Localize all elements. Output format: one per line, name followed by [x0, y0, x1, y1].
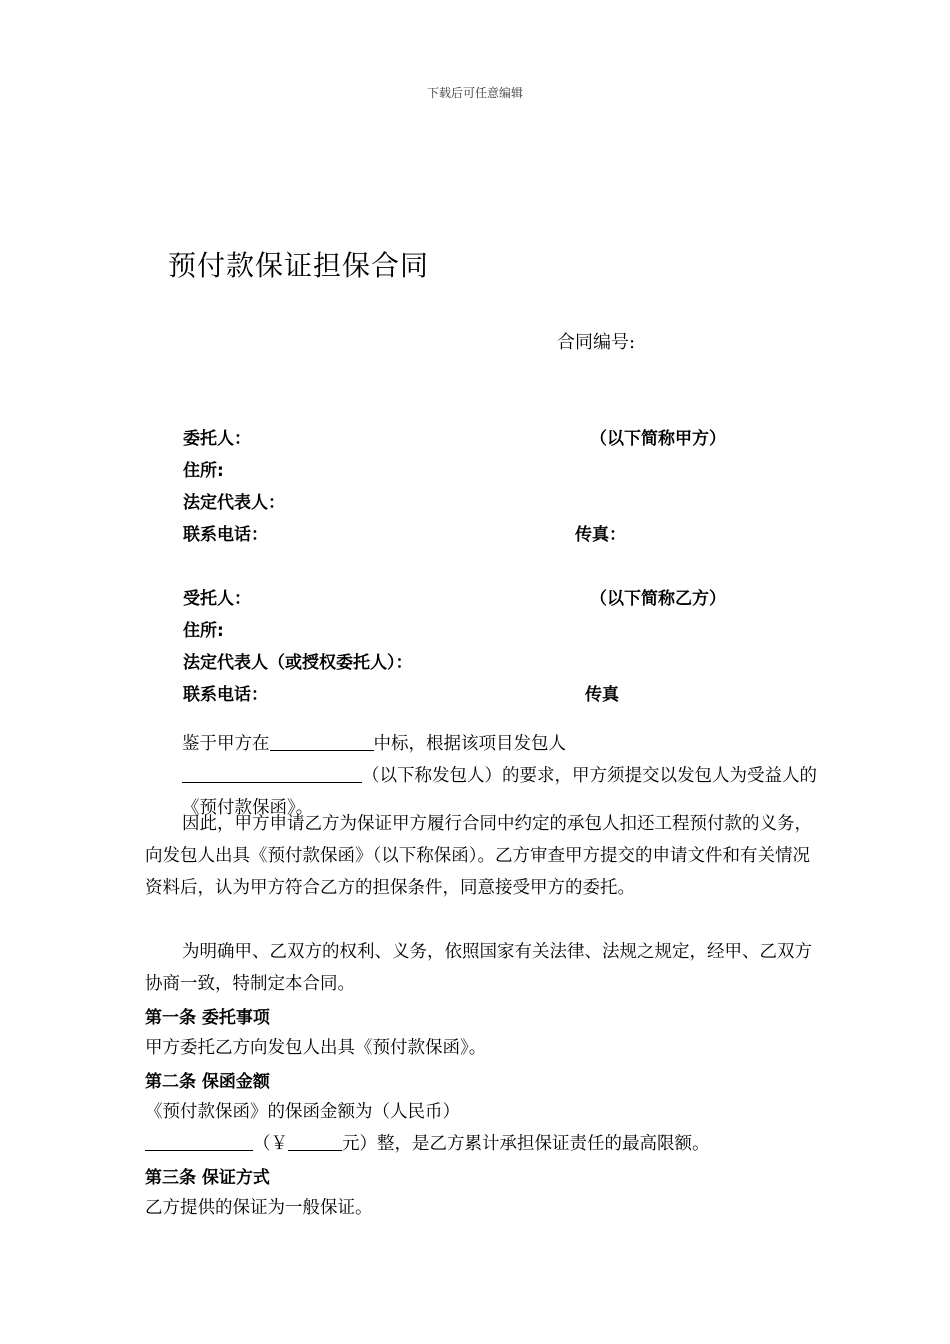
party-a-fax-label: 传真： — [575, 525, 626, 545]
amount-figures-blank — [288, 1132, 342, 1151]
project-name-blank — [270, 732, 374, 751]
article-2-heading: 第二条 保函金额 — [145, 1072, 270, 1092]
contract-number-label: 合同编号: — [557, 332, 636, 353]
party-a-rep-label: 法定代表人： — [183, 493, 285, 513]
document-title: 预付款保证担保合同 — [168, 249, 430, 282]
recital-part-2: 中标，根据该项目发包人 — [373, 734, 566, 754]
party-b-address-label: 住所: — [183, 621, 224, 641]
party-a-short-name: （以下简称甲方） — [590, 429, 726, 449]
recital-part-1: 鉴于甲方在 — [182, 734, 270, 754]
employer-name-blank — [182, 764, 362, 783]
article-2-text-2b: 元）整，是乙方累计承担保证责任的最高限额。 — [342, 1134, 710, 1154]
article-2-text-1: 《预付款保函》的保函金额为（人民币） — [145, 1102, 460, 1122]
article-3-text: 乙方提供的保证为一般保证。 — [145, 1198, 373, 1218]
party-b-rep-label: 法定代表人（或授权委托人）： — [183, 653, 413, 673]
purpose-paragraph: 为明确甲、乙双方的权利、义务，依照国家有关法律、法规之规定，经甲、乙双方协商一致，特制定本合同。 — [145, 942, 812, 994]
party-a-phone-label: 联系电话： — [183, 525, 268, 545]
party-a-address-label: 住所: — [183, 461, 224, 481]
party-b-phone-label: 联系电话： — [183, 685, 268, 705]
party-b-short-name: （以下简称乙方） — [590, 589, 726, 609]
party-a-entrust-label: 委托人： — [183, 429, 251, 449]
article-2-text-2a: （￥ — [253, 1134, 288, 1154]
article-1-text: 甲方委托乙方向发包人出具《预付款保函》。 — [145, 1038, 487, 1058]
recital-part-3: （以下称发包人）的要求，甲方须提交以发包人为受益人的《预付款保函》。 — [182, 766, 817, 818]
article-1-heading: 第一条 委托事项 — [145, 1008, 270, 1028]
party-b-fax-label: 传真 — [585, 685, 619, 705]
amount-words-blank — [145, 1132, 253, 1151]
article-2-text-2 — [145, 1128, 825, 1160]
application-paragraph: 因此，甲方申请乙方为保证甲方履行合同中约定的承包人扣还工程预付款的义务，向发包人出具《预付款保函》（以下称保函）。乙方审查甲方提交的申请文件和有关情况资料后，认为甲方符合乙方的担保条件，同意接受甲方的委托。 — [145, 814, 812, 898]
article-3-heading: 第三条 保证方式 — [145, 1168, 270, 1188]
party-b-entrust-label: 受托人： — [183, 589, 251, 609]
header-note: 下载后可任意编辑 — [426, 86, 523, 100]
